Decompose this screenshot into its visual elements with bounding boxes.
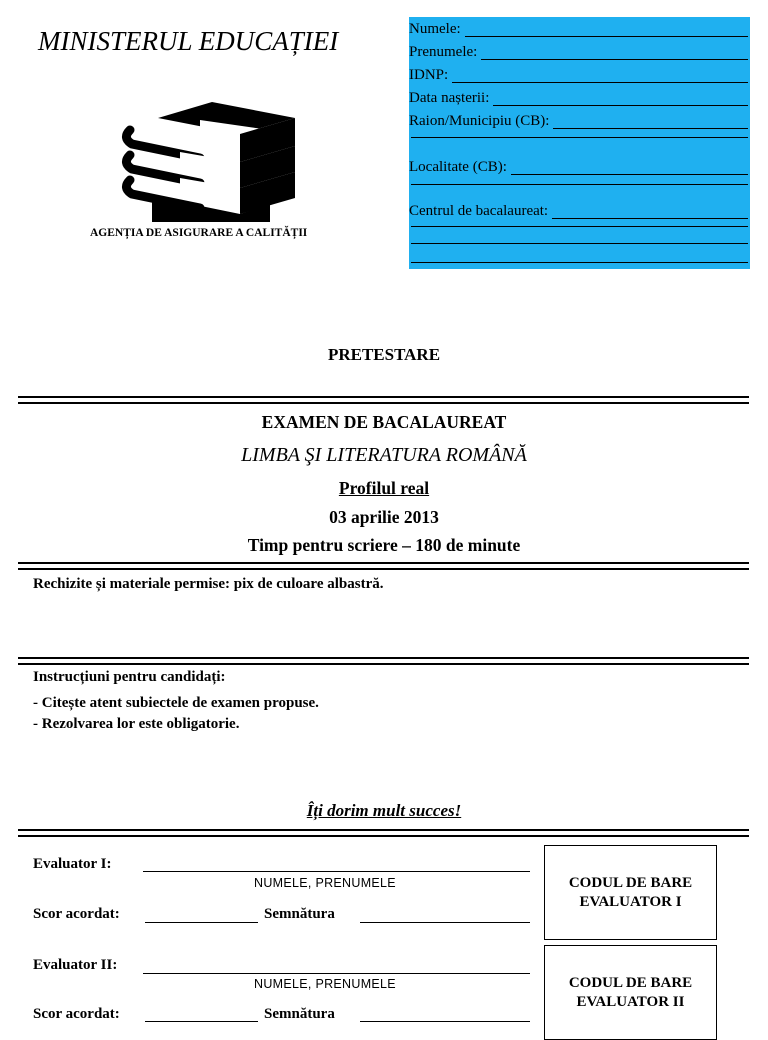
field-line[interactable] [493,91,748,106]
barcode-label: CODUL DE BARE EVALUATOR II [568,974,693,1010]
field-line[interactable] [481,45,748,60]
evaluator-1-score-line[interactable] [145,922,258,923]
field-label: Localitate (CB): [409,159,507,175]
exam-subject: LIMBA ŞI LITERATURA ROMÂNĂ [241,444,527,466]
evaluator-1-label: Evaluator I: [33,856,112,872]
exam-profile-wrap [0,478,768,499]
field-centrul[interactable] [409,203,748,219]
evaluator-2-signature-label: Semnătura [264,1006,335,1022]
instructions-heading: Instrucțiuni pentru candidați: [33,669,226,685]
field-label: Centrul de bacalaureat: [409,203,549,219]
double-rule [18,396,749,404]
candidate-id-box [409,17,750,269]
field-label: IDNP: [409,67,449,83]
agency-name: AGENȚIA DE ASIGURARE A CALITĂȚII [90,227,308,239]
field-line[interactable] [552,204,748,219]
double-rule [18,562,749,570]
evaluator-2-signature-line[interactable] [360,1021,530,1022]
field-line[interactable] [553,114,748,129]
books-logo-icon [120,100,300,222]
field-idnp[interactable] [409,67,748,83]
evaluator-1-score-label: Scor acordat: [33,906,120,922]
field-line-extra[interactable] [411,226,748,227]
evaluator-1-caption: NUMELE, PRENUMELE [254,876,396,890]
field-label: Prenumele: [409,44,478,60]
instruction-item: - Citește atent subiectele de examen propuse. [33,695,319,711]
evaluator-2-label: Evaluator II: [33,957,118,973]
evaluator-2-score-line[interactable] [145,1021,258,1022]
exam-title: EXAMEN DE BACALAUREAT [261,412,507,432]
field-numele[interactable] [409,21,748,37]
field-line[interactable] [452,68,748,83]
evaluator-2-caption: NUMELE, PRENUMELE [254,977,396,991]
exam-time: Timp pentru scriere – 180 de minute [247,535,521,555]
good-luck-message: Îți dorim mult succes! [306,801,462,820]
pretest-label: PRETESTARE [327,345,441,364]
field-line[interactable] [465,22,748,37]
field-prenumele[interactable] [409,44,748,60]
evaluator-2-score-label: Scor acordat: [33,1006,120,1022]
ministry-title: MINISTERUL EDUCAȚIEI [38,26,339,56]
allowed-materials: Rechizite și materiale permise: pix de culoare albastră. [33,576,384,592]
barcode-label: CODUL DE BARE EVALUATOR I [568,874,693,910]
field-localitate[interactable] [409,159,748,175]
field-data-nasterii[interactable] [409,90,748,106]
field-label: Numele: [409,21,461,37]
evaluator-1-signature-label: Semnătura [264,906,335,922]
double-rule [18,829,749,837]
field-line-extra[interactable] [411,184,748,185]
field-line-extra[interactable] [411,243,748,244]
barcode-box-evaluator-2 [544,945,717,1040]
instruction-item: - Rezolvarea lor este obligatorie. [33,716,240,732]
exam-date: 03 aprilie 2013 [329,507,439,527]
evaluator-1-signature-line[interactable] [360,922,530,923]
field-line[interactable] [511,160,748,175]
evaluator-2-name-line[interactable] [143,973,530,974]
evaluator-1-name-line[interactable] [143,871,530,872]
exam-profile: Profilul real [338,478,430,498]
field-line-extra[interactable] [411,137,748,138]
field-label: Data nașterii: [409,90,490,106]
field-label: Raion/Municipiu (CB): [409,113,550,129]
double-rule [18,657,749,665]
barcode-box-evaluator-1 [544,845,717,940]
field-raion[interactable] [409,113,748,129]
field-line-extra[interactable] [411,262,748,263]
